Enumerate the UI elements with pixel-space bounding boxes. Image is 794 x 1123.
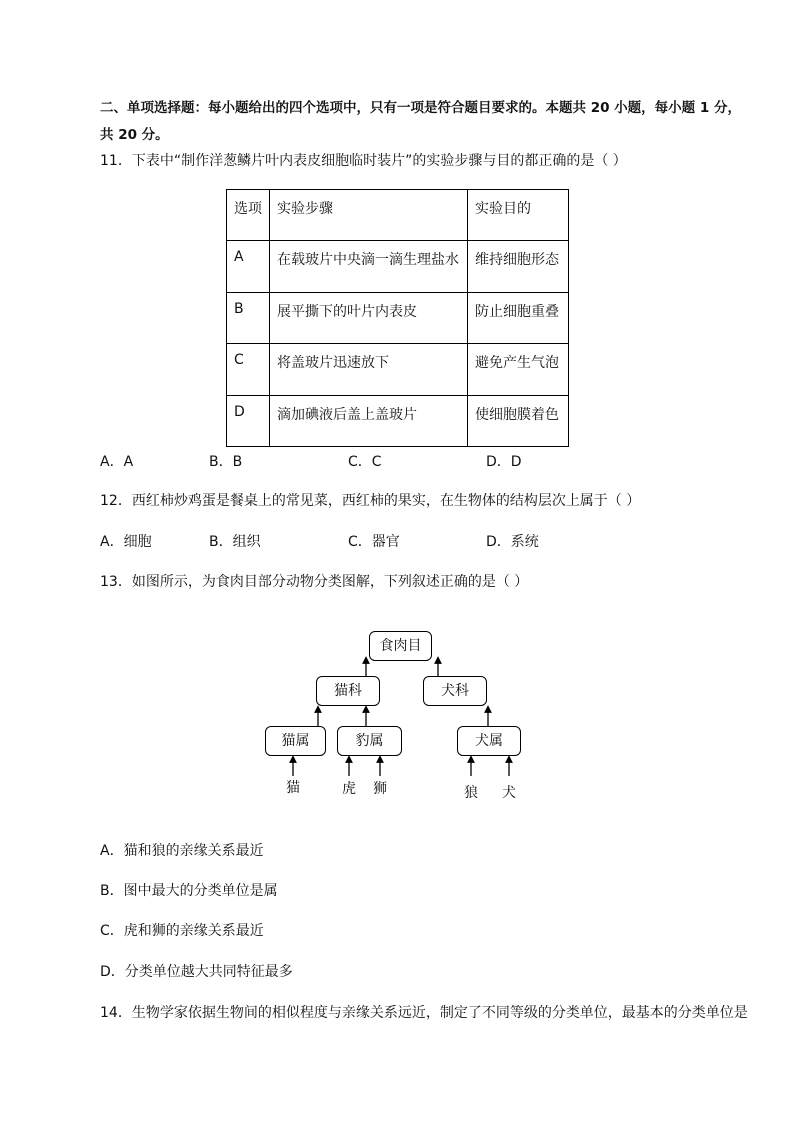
node-genus-panthera: 豹属 [337, 726, 402, 756]
q11-option-a[interactable]: A．A [100, 454, 134, 470]
table-cell: 维持细胞形态 [468, 241, 569, 292]
table-cell: 使细胞膜着色 [468, 395, 569, 446]
leaf-tiger: 虎 [342, 781, 356, 797]
q13-option-b[interactable]: B．图中最大的分类单位是属 [100, 883, 278, 899]
table-header-cell: 实验目的 [468, 190, 569, 241]
table-cell: 滴加碘液后盖上盖玻片 [270, 395, 468, 446]
question-13-stem: 13．如图所示，为食肉目部分动物分类图解，下列叙述正确的是（ ） [100, 574, 529, 590]
table-cell: 展平撕下的叶片内表皮 [270, 292, 468, 343]
table-cell: 防止细胞重叠 [468, 292, 569, 343]
question-14-stem: 14．生物学家依据生物间的相似程度与亲缘关系远近，制定了不同等级的分类单位，最基本的分类单位是 [100, 1005, 748, 1021]
leaf-lion: 狮 [373, 781, 387, 797]
node-order-carnivora: 食肉目 [369, 631, 432, 661]
table-cell: A [227, 241, 270, 292]
table-header-cell: 实验步骤 [270, 190, 468, 241]
leaf-wolf: 狼 [464, 785, 478, 801]
section-heading-line1: 二、单项选择题：每小题给出的四个选项中，只有一项是符合题目要求的。本题共 20 小题，每小题 1 分， [100, 100, 741, 116]
q12-option-c[interactable]: C．器官 [348, 534, 400, 550]
table-cell: C [227, 344, 270, 395]
q13-option-d[interactable]: D．分类单位越大共同特征最多 [100, 964, 293, 980]
table-cell: B [227, 292, 270, 343]
section-heading-line2: 共 20 分。 [100, 127, 169, 143]
q11-option-d[interactable]: D．D [486, 454, 522, 470]
leaf-dog: 犬 [502, 785, 516, 801]
node-family-canidae: 犬科 [423, 676, 487, 706]
question-11-stem: 11．下表中“制作洋葱鳞片叶内表皮细胞临时装片”的实验步骤与目的都正确的是（ ） [100, 153, 627, 169]
question-12-stem: 12．西红柿炒鸡蛋是餐桌上的常见菜，西红柿的果实，在生物体的结构层次上属于（ ） [100, 493, 641, 509]
table-cell: D [227, 395, 270, 446]
node-genus-canis: 犬属 [457, 726, 521, 756]
leaf-cat: 猫 [286, 780, 300, 796]
node-genus-felis: 猫属 [265, 726, 326, 756]
q11-option-b[interactable]: B．B [209, 454, 243, 470]
q12-option-b[interactable]: B．组织 [209, 534, 261, 550]
table-cell: 将盖玻片迅速放下 [270, 344, 468, 395]
q13-option-a[interactable]: A．猫和狼的亲缘关系最近 [100, 843, 264, 859]
table-cell: 在载玻片中央滴一滴生理盐水 [270, 241, 468, 292]
q12-option-d[interactable]: D．系统 [486, 534, 539, 550]
q12-option-a[interactable]: A．细胞 [100, 534, 152, 550]
q13-option-c[interactable]: C．虎和狮的亲缘关系最近 [100, 923, 264, 939]
q11-option-c[interactable]: C．C [348, 454, 382, 470]
table-cell: 避免产生气泡 [468, 344, 569, 395]
table-header-cell: 选项 [227, 190, 270, 241]
node-family-felidae: 猫科 [316, 676, 380, 706]
